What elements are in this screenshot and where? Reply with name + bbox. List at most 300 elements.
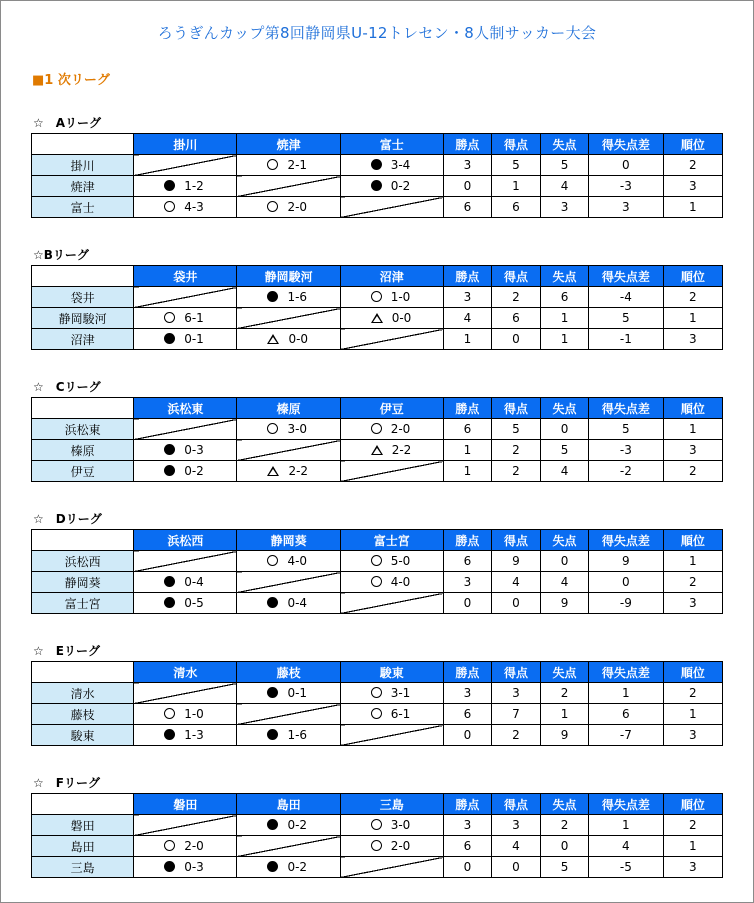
loss-icon	[267, 291, 278, 302]
row-team-name: 三島	[32, 857, 134, 878]
stat-cell: 6	[541, 287, 589, 308]
stat-cell: 3	[491, 815, 540, 836]
stat-cell: 1	[589, 815, 664, 836]
match-result-cell	[237, 815, 340, 836]
match-result-cell	[340, 572, 443, 593]
match-score: 2-1	[287, 158, 308, 172]
team-column-header: 富士宮	[340, 530, 443, 551]
match-result-cell	[134, 725, 237, 746]
stat-column-header: 順位	[663, 794, 722, 815]
match-result-cell	[237, 287, 340, 308]
stat-column-header: 失点	[541, 398, 589, 419]
stat-cell: -1	[589, 329, 664, 350]
row-team-name: 袋井	[32, 287, 134, 308]
match-score: 1-3	[184, 728, 204, 742]
stat-cell: 2	[663, 461, 722, 482]
stat-cell: 4	[541, 176, 589, 197]
self-match-cell	[237, 440, 340, 461]
stat-cell: 1	[541, 329, 589, 350]
win-icon	[267, 159, 278, 170]
row-team-name: 静岡葵	[32, 572, 134, 593]
table-row	[32, 704, 723, 725]
stat-cell: 1	[589, 683, 664, 704]
stat-cell: 0	[541, 419, 589, 440]
match-result-cell	[134, 593, 237, 614]
stat-cell: 1	[663, 308, 722, 329]
table-row	[32, 683, 723, 704]
stat-cell: 3	[491, 683, 540, 704]
match-result-cell	[340, 176, 443, 197]
match-result-cell	[134, 197, 237, 218]
match-score: 3-1	[390, 686, 411, 700]
team-column-header: 沼津	[340, 266, 443, 287]
match-score: 2-2	[391, 443, 412, 457]
row-team-name: 静岡駿河	[32, 308, 134, 329]
match-score: 0-0	[391, 311, 412, 325]
self-match-cell	[134, 683, 237, 704]
stat-cell: 1	[663, 419, 722, 440]
stat-column-header: 得点	[491, 134, 540, 155]
stat-cell: -3	[589, 176, 664, 197]
header-row	[32, 266, 723, 287]
stat-cell: 4	[491, 836, 540, 857]
stat-column-header: 勝点	[443, 794, 491, 815]
row-team-name: 磐田	[32, 815, 134, 836]
stat-cell: 1	[541, 704, 589, 725]
stat-cell: 5	[491, 419, 540, 440]
loss-icon	[371, 159, 382, 170]
loss-icon	[371, 180, 382, 191]
stat-column-header: 順位	[663, 134, 722, 155]
league-title: ☆ Cリーグ	[33, 380, 101, 394]
loss-icon	[164, 444, 175, 455]
match-result-cell	[237, 197, 340, 218]
win-icon	[371, 291, 382, 302]
stat-cell: 6	[491, 308, 540, 329]
table-row	[32, 329, 723, 350]
table-row	[32, 815, 723, 836]
team-column-header: 富士	[340, 134, 443, 155]
match-result-cell	[134, 440, 237, 461]
loss-icon	[164, 729, 175, 740]
team-column-header: 駿東	[340, 662, 443, 683]
stat-cell: 3	[443, 287, 491, 308]
stat-cell: 2	[541, 815, 589, 836]
match-result-cell	[134, 836, 237, 857]
stat-cell: 1	[663, 197, 722, 218]
row-team-name: 島田	[32, 836, 134, 857]
self-match-cell	[340, 329, 443, 350]
row-team-name: 沼津	[32, 329, 134, 350]
stat-cell: 6	[443, 197, 491, 218]
stat-cell: 4	[491, 572, 540, 593]
stat-cell: 3	[663, 440, 722, 461]
match-result-cell	[237, 725, 340, 746]
match-score: 3-4	[390, 158, 411, 172]
stat-cell: 5	[541, 857, 589, 878]
match-score: 1-0	[390, 290, 411, 304]
win-icon	[267, 423, 278, 434]
stat-cell: 0	[443, 725, 491, 746]
row-team-name: 駿東	[32, 725, 134, 746]
stat-column-header: 勝点	[443, 398, 491, 419]
stat-cell: 0	[443, 857, 491, 878]
match-result-cell	[340, 683, 443, 704]
stat-cell: 0	[443, 593, 491, 614]
stat-cell: 1	[491, 176, 540, 197]
stat-cell: -9	[589, 593, 664, 614]
match-score: 0-2	[184, 464, 204, 478]
match-score: 6-1	[184, 311, 204, 325]
table-row	[32, 287, 723, 308]
section-subtitle: ■1 次リーグ	[32, 73, 110, 88]
row-team-name: 藤枝	[32, 704, 134, 725]
match-result-cell	[340, 155, 443, 176]
stat-column-header: 失点	[541, 134, 589, 155]
stat-column-header: 得失点差	[589, 794, 664, 815]
match-score: 0-1	[287, 686, 308, 700]
stat-column-header: 勝点	[443, 530, 491, 551]
loss-icon	[164, 333, 175, 344]
league-title: ☆Bリーグ	[33, 248, 89, 262]
team-column-header: 島田	[237, 794, 340, 815]
stat-cell: 2	[491, 461, 540, 482]
stat-cell: -2	[589, 461, 664, 482]
stat-column-header: 失点	[541, 794, 589, 815]
loss-icon	[267, 729, 278, 740]
match-result-cell	[237, 593, 340, 614]
team-column-header: 藤枝	[237, 662, 340, 683]
win-icon	[267, 555, 278, 566]
table-row	[32, 551, 723, 572]
draw-icon	[371, 313, 383, 323]
stat-column-header: 失点	[541, 530, 589, 551]
team-column-header: 三島	[340, 794, 443, 815]
team-column-header: 焼津	[237, 134, 340, 155]
match-score: 1-2	[184, 179, 204, 193]
stat-column-header: 得失点差	[589, 662, 664, 683]
match-result-cell	[237, 461, 340, 482]
table-row	[32, 857, 723, 878]
match-result-cell	[237, 551, 340, 572]
league-table	[31, 265, 723, 350]
header-row	[32, 662, 723, 683]
match-result-cell	[237, 683, 340, 704]
header-row	[32, 530, 723, 551]
stat-cell: 6	[443, 704, 491, 725]
stat-cell: 3	[541, 197, 589, 218]
match-result-cell	[237, 329, 340, 350]
stat-cell: 2	[663, 572, 722, 593]
league-table	[31, 661, 723, 746]
header-row	[32, 134, 723, 155]
match-score: 0-3	[184, 860, 204, 874]
self-match-cell	[237, 176, 340, 197]
stat-column-header: 得失点差	[589, 398, 664, 419]
stat-column-header: 得点	[491, 266, 540, 287]
win-icon	[164, 840, 175, 851]
league-title: ☆ Fリーグ	[33, 776, 100, 790]
loss-icon	[164, 861, 175, 872]
self-match-cell	[340, 593, 443, 614]
stat-column-header: 得点	[491, 662, 540, 683]
self-match-cell	[134, 815, 237, 836]
team-column-header: 静岡葵	[237, 530, 340, 551]
stat-cell: -7	[589, 725, 664, 746]
team-column-header: 磐田	[134, 794, 237, 815]
page-title: ろうぎんカップ第8回静岡県U-12トレセン・8人制サッカー大会	[157, 24, 597, 42]
match-result-cell	[134, 704, 237, 725]
table-row	[32, 308, 723, 329]
win-icon	[371, 687, 382, 698]
draw-icon	[371, 445, 383, 455]
match-score: 0-4	[287, 596, 308, 610]
match-score: 2-0	[390, 422, 411, 436]
stat-cell: 0	[491, 593, 540, 614]
draw-icon	[267, 334, 279, 344]
match-result-cell	[340, 308, 443, 329]
match-score: 0-2	[390, 179, 411, 193]
stat-column-header: 得点	[491, 794, 540, 815]
loss-icon	[164, 576, 175, 587]
table-row	[32, 725, 723, 746]
team-column-header: 清水	[134, 662, 237, 683]
self-match-cell	[340, 461, 443, 482]
table-row	[32, 572, 723, 593]
stat-cell: 3	[443, 683, 491, 704]
match-result-cell	[134, 329, 237, 350]
loss-icon	[164, 180, 175, 191]
stat-column-header: 順位	[663, 530, 722, 551]
stat-cell: 3	[443, 572, 491, 593]
self-match-cell	[134, 551, 237, 572]
corner-cell	[32, 266, 134, 287]
stat-cell: 3	[663, 725, 722, 746]
stat-column-header: 勝点	[443, 662, 491, 683]
stat-cell: 3	[443, 815, 491, 836]
match-score: 0-0	[288, 332, 309, 346]
self-match-cell	[237, 836, 340, 857]
stat-column-header: 順位	[663, 266, 722, 287]
win-icon	[371, 840, 382, 851]
corner-cell	[32, 134, 134, 155]
win-icon	[371, 576, 382, 587]
match-score: 0-5	[184, 596, 204, 610]
league-title: ☆ Dリーグ	[33, 512, 102, 526]
team-column-header: 榛原	[237, 398, 340, 419]
corner-cell	[32, 530, 134, 551]
stat-cell: 0	[443, 176, 491, 197]
stat-cell: 2	[491, 287, 540, 308]
match-score: 4-0	[287, 554, 308, 568]
match-score: 0-2	[287, 818, 308, 832]
stat-cell: 4	[589, 836, 664, 857]
stat-cell: 6	[443, 551, 491, 572]
stat-cell: 2	[491, 440, 540, 461]
match-score: 1-6	[287, 290, 308, 304]
stat-cell: 9	[589, 551, 664, 572]
stat-cell: 0	[541, 551, 589, 572]
stat-cell: 6	[491, 197, 540, 218]
match-result-cell	[134, 857, 237, 878]
table-row	[32, 176, 723, 197]
header-row	[32, 398, 723, 419]
team-column-header: 掛川	[134, 134, 237, 155]
table-row	[32, 419, 723, 440]
self-match-cell	[340, 857, 443, 878]
loss-icon	[267, 861, 278, 872]
league-table	[31, 793, 723, 878]
team-column-header: 袋井	[134, 266, 237, 287]
corner-cell	[32, 398, 134, 419]
match-result-cell	[237, 857, 340, 878]
win-icon	[371, 819, 382, 830]
loss-icon	[267, 819, 278, 830]
stat-cell: 1	[443, 440, 491, 461]
stat-cell: 9	[541, 593, 589, 614]
stat-cell: 2	[491, 725, 540, 746]
match-result-cell	[134, 176, 237, 197]
table-row	[32, 440, 723, 461]
match-score: 2-0	[184, 839, 204, 853]
row-team-name: 榛原	[32, 440, 134, 461]
match-score: 1-6	[287, 728, 308, 742]
match-result-cell	[340, 287, 443, 308]
self-match-cell	[237, 704, 340, 725]
match-score: 2-0	[390, 839, 411, 853]
league-title: ☆ Eリーグ	[33, 644, 100, 658]
self-match-cell	[134, 155, 237, 176]
match-score: 2-2	[288, 464, 309, 478]
table-row	[32, 155, 723, 176]
stat-column-header: 順位	[663, 662, 722, 683]
stat-cell: -5	[589, 857, 664, 878]
win-icon	[371, 423, 382, 434]
stat-cell: 5	[589, 308, 664, 329]
row-team-name: 浜松東	[32, 419, 134, 440]
stat-cell: 0	[589, 572, 664, 593]
self-match-cell	[340, 725, 443, 746]
match-score: 5-0	[390, 554, 411, 568]
league-table	[31, 133, 723, 218]
stat-cell: 7	[491, 704, 540, 725]
table-row	[32, 197, 723, 218]
stat-cell: 5	[589, 419, 664, 440]
stat-cell: 0	[589, 155, 664, 176]
draw-icon	[267, 466, 279, 476]
match-result-cell	[340, 419, 443, 440]
match-result-cell	[340, 815, 443, 836]
match-result-cell	[134, 461, 237, 482]
match-score: 0-3	[184, 443, 204, 457]
row-team-name: 浜松西	[32, 551, 134, 572]
table-row	[32, 836, 723, 857]
stat-column-header: 得点	[491, 398, 540, 419]
self-match-cell	[237, 308, 340, 329]
win-icon	[371, 708, 382, 719]
table-row	[32, 593, 723, 614]
team-column-header: 浜松東	[134, 398, 237, 419]
match-result-cell	[134, 572, 237, 593]
stat-cell: 5	[541, 440, 589, 461]
stat-cell: 2	[663, 683, 722, 704]
row-team-name: 伊豆	[32, 461, 134, 482]
stat-cell: 1	[663, 551, 722, 572]
match-score: 1-0	[184, 707, 204, 721]
row-team-name: 富士宮	[32, 593, 134, 614]
match-score: 4-3	[184, 200, 204, 214]
match-result-cell	[237, 155, 340, 176]
self-match-cell	[340, 197, 443, 218]
stat-cell: 6	[443, 419, 491, 440]
win-icon	[164, 708, 175, 719]
stat-column-header: 失点	[541, 266, 589, 287]
self-match-cell	[134, 419, 237, 440]
match-score: 2-0	[287, 200, 308, 214]
win-icon	[267, 201, 278, 212]
stat-cell: 3	[589, 197, 664, 218]
match-result-cell	[134, 308, 237, 329]
corner-cell	[32, 662, 134, 683]
self-match-cell	[134, 287, 237, 308]
loss-icon	[267, 597, 278, 608]
stat-cell: 1	[443, 461, 491, 482]
stat-cell: 5	[541, 155, 589, 176]
row-team-name: 焼津	[32, 176, 134, 197]
team-column-header: 浜松西	[134, 530, 237, 551]
match-result-cell	[340, 440, 443, 461]
match-score: 0-4	[184, 575, 204, 589]
match-score: 0-1	[184, 332, 204, 346]
stat-cell: 2	[663, 287, 722, 308]
row-team-name: 掛川	[32, 155, 134, 176]
stat-cell: 3	[443, 155, 491, 176]
stat-column-header: 得点	[491, 530, 540, 551]
self-match-cell	[237, 572, 340, 593]
win-icon	[164, 201, 175, 212]
win-icon	[371, 555, 382, 566]
stat-cell: 3	[663, 857, 722, 878]
stat-cell: 5	[491, 155, 540, 176]
stat-cell: 9	[541, 725, 589, 746]
stat-cell: 2	[663, 155, 722, 176]
loss-icon	[164, 465, 175, 476]
stat-cell: 3	[663, 593, 722, 614]
league-table	[31, 397, 723, 482]
stat-column-header: 得失点差	[589, 266, 664, 287]
stat-cell: 4	[541, 461, 589, 482]
team-column-header: 静岡駿河	[237, 266, 340, 287]
stat-cell: 1	[663, 836, 722, 857]
stat-cell: 1	[443, 329, 491, 350]
match-result-cell	[340, 551, 443, 572]
match-score: 0-2	[287, 860, 308, 874]
stat-cell: 0	[541, 836, 589, 857]
stat-column-header: 勝点	[443, 134, 491, 155]
league-table	[31, 529, 723, 614]
table-row	[32, 461, 723, 482]
stat-cell: 9	[491, 551, 540, 572]
stat-column-header: 失点	[541, 662, 589, 683]
league-title: ☆ Aリーグ	[33, 116, 102, 130]
stat-cell: 2	[541, 683, 589, 704]
stat-cell: 6	[443, 836, 491, 857]
match-result-cell	[340, 836, 443, 857]
stat-cell: 0	[491, 329, 540, 350]
stat-cell: 1	[541, 308, 589, 329]
stat-cell: 3	[663, 176, 722, 197]
stat-cell: 3	[663, 329, 722, 350]
